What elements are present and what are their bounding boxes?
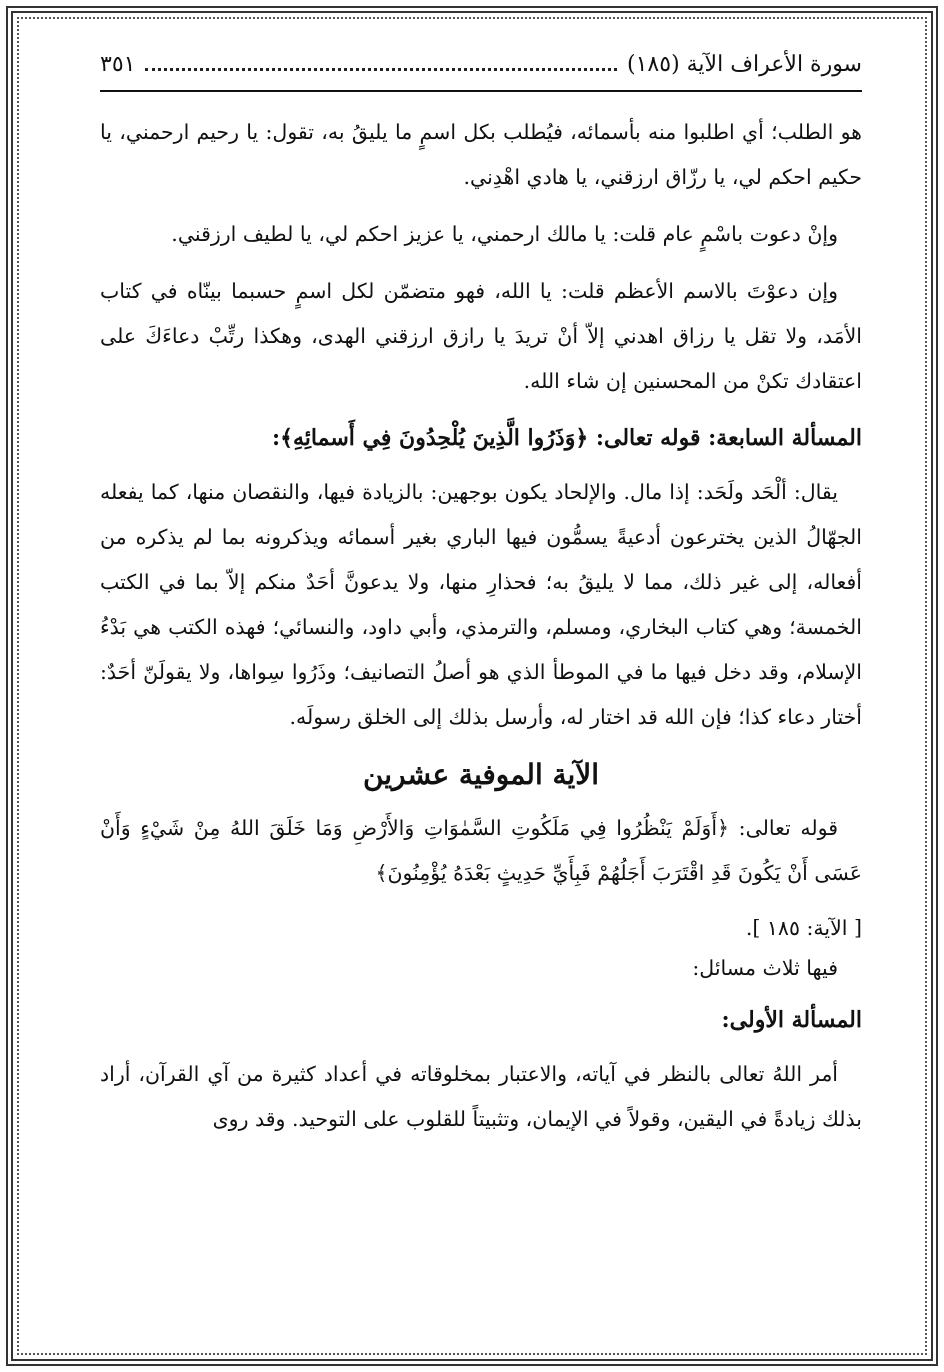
paragraph-1: هو الطلب؛ أي اطلبوا منه بأسمائه، فيُطلب بكل اسمٍ ما يليقُ به، تقول: يا رحيم ارحمني، يا حكيم احكم لي، يا رزّاق ارزقني، يا هادي اهْدِني. xyxy=(100,120,862,189)
header-title: سورة الأعراف الآية (١٨٥) xyxy=(627,52,862,77)
running-header xyxy=(100,52,862,92)
ayah-20-heading: الآية الموفية عشرين xyxy=(362,758,600,791)
section-1-text: أمر اللهُ تعالى بالنظر في آياته، والاعتبار بمخلوقاته في أعداد كثيرة من آي القرآن، أراد بذلك زيادةً في اليقين، وقولاً في الإيمان، وتثبيتاً للقلوب على التوحيد. وقد روى xyxy=(100,1062,862,1131)
section-7-text: يقال: ألْحَد ولَحَد: إذا مال. والإلحاد يكون بوجهين: بالزيادة فيها، والنقصان منها، كما يفعله الجهّالُ الذين يخترعون أدعيةً يسمُّون فيها الباري بغير أسمائه ويذكرونه بما لم يذكره من أفعاله، إلى غير ذلك، مما لا يليقُ به؛ فحذارِ منها، ولا يدعونَّ أحَدٌ منكم إلاّ بما في الكتب الخمسة؛ وهي كتاب البخاري، ومسلم، والترمذي، وأبي داود، والنسائي؛ فهذه الكتب هي بَدْءُ الإسلام، وقد دخل فيها ما في الموطأ الذي هو أصلُ التصانيف؛ وذَرُوا سِواها، ولا يقولَنّ أحَدٌ: أختار دعاء كذا؛ فإن الله قد اختار له، وأرسل بذلك إلى الخلق رسولَه. xyxy=(100,480,862,729)
paragraph-3: وإن دعوْتَ بالاسم الأعظم قلت: يا الله، فهو متضمّن لكل اسمٍ حسبما بينّاه في كتاب الأمَد، ولا تقل يا رزاق اهدني إلاّ أنْ تريدَ يا رازق ارزقني الهدى، وهكذا رتِّبْ دعاءَكَ على اعتقادك تكنْ من المحسنين إن شاء الله. xyxy=(100,279,862,393)
section-1-heading: المسألة الأولى: xyxy=(721,1007,862,1033)
page-number: ٣٥١ xyxy=(100,52,136,77)
paragraph-2: وإنْ دعوت باسْمٍ عام قلت: يا مالك ارحمني، يا عزيز احكم لي، يا لطيف ارزقني. xyxy=(171,222,838,246)
document-page xyxy=(100,52,862,1154)
section-7-heading: المسألة السابعة: قوله تعالى: ﴿وَذَرُوا الَّذِينَ يُلْحِدُونَ فِي أَسمائِهِ﴾: xyxy=(271,425,862,451)
ayah-20-intro: فيها ثلاث مسائل: xyxy=(692,956,838,980)
ayah-20-verse: قوله تعالى: ﴿أَوَلَمْ يَنْظُرُوا فِي مَلَكُوتِ السَّمٰوَاتِ وَالأَرْضِ وَمَا خَلَقَ اللهُ مِنْ شَيْءٍ وَأَنْ عَسَى أَنْ يَكُونَ قَدِ اقْتَرَبَ أَجَلُهُمْ فَبِأَيِّ حَدِيثٍ بَعْدَهُ يُؤْمِنُونَ﴾ xyxy=(100,816,862,885)
ayah-20-citation: [ الآية: ١٨٥ ]. xyxy=(745,916,862,940)
header-leader-dots xyxy=(145,58,617,71)
